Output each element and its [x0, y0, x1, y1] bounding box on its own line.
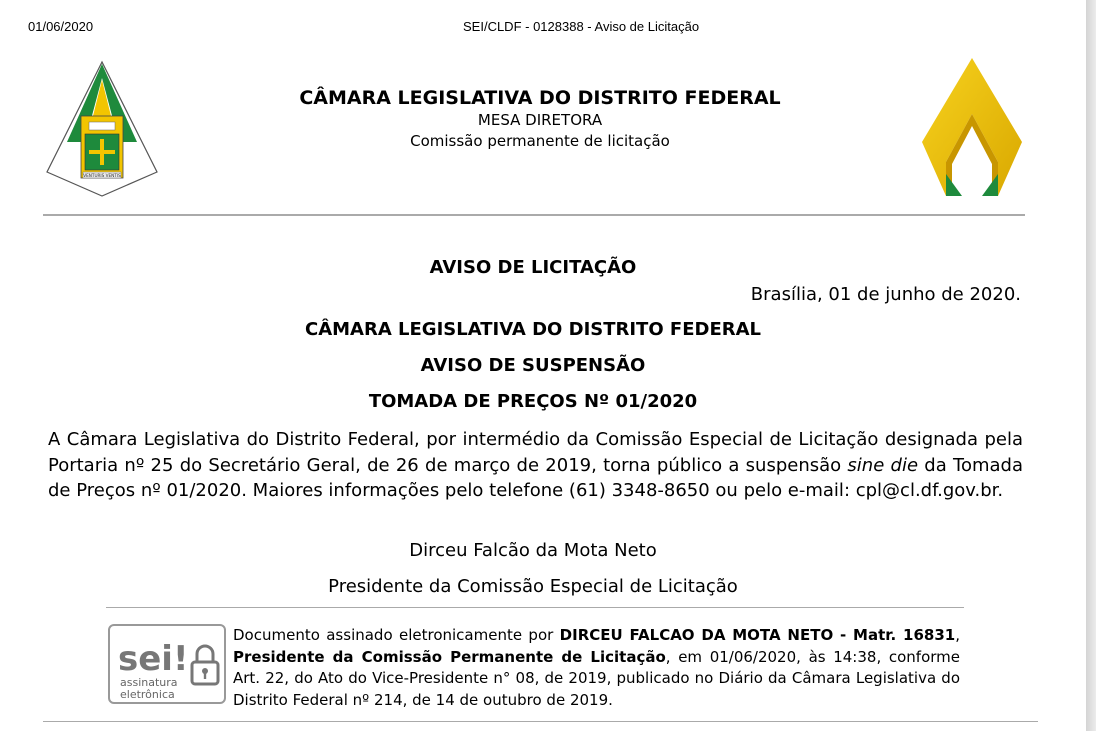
header-divider	[43, 214, 1025, 216]
logo-motto: VENTURIS VENTIS	[83, 173, 121, 178]
badge-line-2: eletrônica	[120, 688, 175, 701]
institution-title: CÂMARA LEGISLATIVA DO DISTRITO FEDERAL	[299, 87, 781, 109]
place-and-date: Brasília, 01 de junho de 2020.	[750, 284, 1021, 305]
document-reference: SEI/CLDF - 0128388 - Aviso de Licitação	[463, 19, 700, 34]
sig-role-bold: Presidente da Comissão Permanente de Licitação	[233, 647, 666, 666]
letterhead	[250, 86, 830, 152]
signer-role: Presidente da Comissão Especial de Licitação	[328, 576, 738, 597]
notice-subject: AVISO DE SUSPENSÃO	[420, 355, 646, 376]
notice-body-text-2: da Tomada de Preços nº 01/2020. Maiores informações pelo telefone (61) 3348-8650 ou pelo e-mail: cpl@cl.df.gov.br.	[48, 454, 1023, 501]
sig-separator: ,	[955, 626, 960, 644]
notice-heading: AVISO DE LICITAÇÃO	[429, 257, 637, 278]
sig-signer-bold: DIRCEU FALCAO DA MOTA NETO - Matr. 16831	[559, 626, 956, 644]
notice-body-text-1: A Câmara Legislativa do Distrito Federal, por intermédio da Comissão Especial de Licitação designada pela Portaria nº 25 do Secretário Geral, de 26 de março de 2019, torna público a suspensão	[48, 429, 1023, 476]
signer-name: Dirceu Falcão da Mota Neto	[409, 540, 657, 561]
viewer-edge	[1086, 0, 1096, 731]
sei-logo-text: sei!	[118, 639, 189, 679]
commission-name: Comissão permanente de licitação	[410, 132, 670, 150]
board-name: MESA DIRETORA	[477, 111, 603, 129]
print-date: 01/06/2020	[28, 19, 94, 34]
badge-line-1: assinatura	[120, 676, 178, 689]
cldf-emblem-logo	[918, 56, 1026, 198]
notice-body-italic: sine die	[847, 454, 919, 476]
notice-body	[48, 427, 1023, 504]
sig-text-1: Documento assinado eletronicamente por	[233, 626, 560, 644]
df-coat-of-arms-logo	[45, 60, 159, 198]
sig-text-2: , em 01/06/2020, às 14:38, conforme Art. 22, do Ato do Vice-Presidente n° 08, de 2019, publicado no Diário da Câmara Legislativa do Distrito Federal nº 214, de 14 de outubro de 2019.	[233, 647, 961, 709]
signature-divider-top	[106, 607, 964, 608]
notice-organization: CÂMARA LEGISLATIVA DO DISTRITO FEDERAL	[304, 319, 761, 340]
sei-signature-badge	[108, 624, 226, 704]
signature-statement	[233, 625, 960, 711]
notice-process-number: TOMADA DE PREÇOS Nº 01/2020	[368, 391, 698, 412]
signature-divider-bottom	[43, 721, 1038, 722]
